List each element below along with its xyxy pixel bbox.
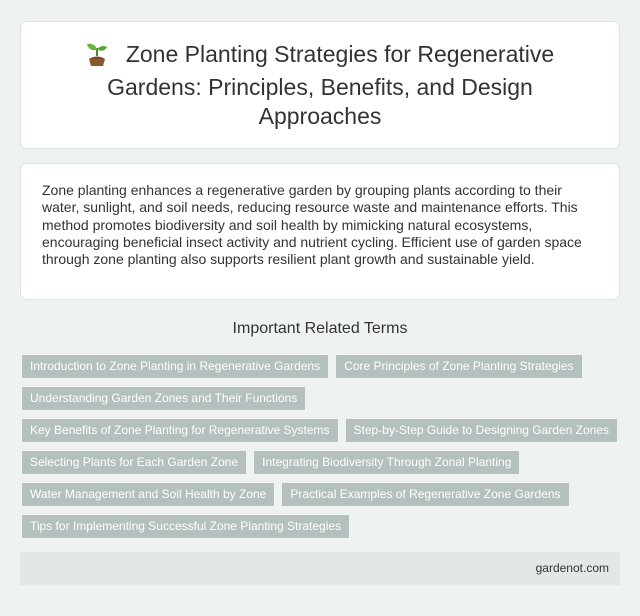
footer-bar	[20, 552, 620, 585]
page-title	[61, 40, 579, 131]
term-tag[interactable]: Tips for Implementing Successful Zone Planting Strategies	[22, 515, 349, 538]
related-terms-heading: Important Related Terms	[232, 320, 408, 337]
term-tag[interactable]: Integrating Biodiversity Through Zonal Planting	[254, 451, 519, 474]
sprout-icon	[86, 42, 108, 73]
header-card	[20, 21, 620, 149]
term-row	[22, 515, 622, 539]
term-row	[22, 387, 622, 411]
term-row	[22, 483, 622, 507]
page-title-text: Zone Planting Strategies for Regenerative Gardens: Principles, Benefits, and Design Approaches	[107, 40, 555, 129]
term-tag[interactable]: Selecting Plants for Each Garden Zone	[22, 451, 246, 474]
term-row	[22, 419, 622, 443]
term-row	[22, 355, 622, 379]
term-tag[interactable]: Water Management and Soil Health by Zone	[22, 483, 274, 506]
term-tag[interactable]: Step-by-Step Guide to Designing Garden Zones	[346, 419, 617, 442]
term-row	[22, 451, 622, 475]
term-tag[interactable]: Key Benefits of Zone Planting for Regenerative Systems	[22, 419, 338, 442]
footer-site-link[interactable]: gardenot.com	[535, 561, 609, 575]
related-terms-list	[22, 355, 622, 547]
summary-text: Zone planting enhances a regenerative garden by grouping plants according to their water, sunlight, and soil needs, reducing resource waste and maintenance efforts. This method promotes biodiversity and soil health by mimicking natural ecosystems, encouraging beneficial insect activity and nutrient cycling. Efficient use of garden space through zone planting also supports resilient plant growth and sustainable yield.	[42, 182, 582, 268]
term-tag[interactable]: Understanding Garden Zones and Their Functions	[22, 387, 305, 410]
term-tag[interactable]: Introduction to Zone Planting in Regenerative Gardens	[22, 355, 328, 378]
term-tag[interactable]: Practical Examples of Regenerative Zone Gardens	[282, 483, 568, 506]
summary-card	[20, 163, 620, 300]
term-tag[interactable]: Core Principles of Zone Planting Strategies	[336, 355, 581, 378]
